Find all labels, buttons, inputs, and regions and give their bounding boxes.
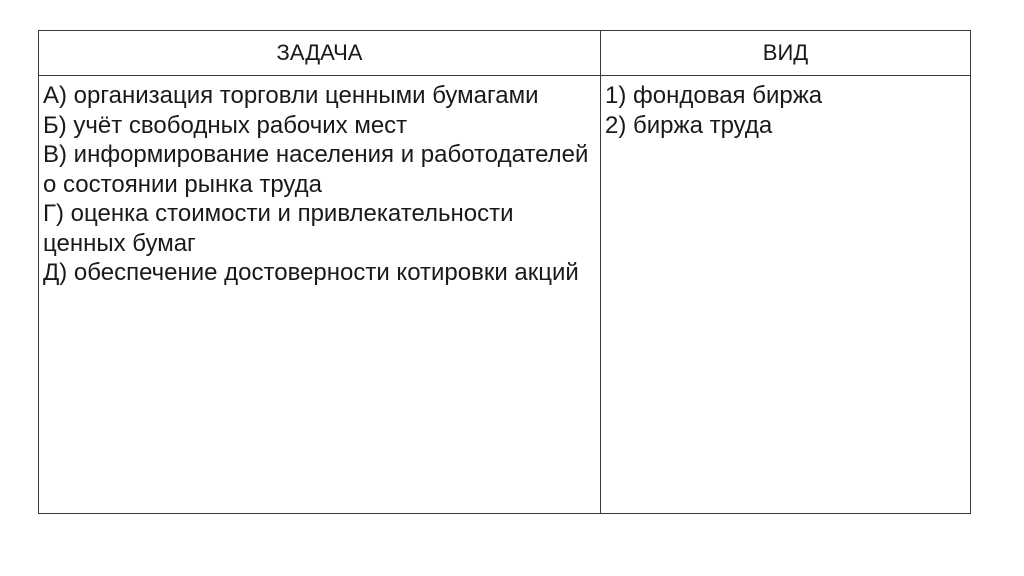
type-item-1: 1) фондовая биржа [605, 82, 823, 109]
task-item-g: Г) оценка стоимости и привлекательности ценных бумаг [43, 200, 514, 257]
content-row [39, 76, 971, 514]
header-task: ЗАДАЧА [39, 31, 601, 76]
task-item-a: А) организация торговли ценными бумагами [43, 82, 539, 109]
type-item-2: 2) биржа труда [605, 111, 773, 139]
header-type: ВИД [601, 31, 971, 76]
task-type-table [38, 30, 971, 514]
type-list-cell [601, 76, 971, 514]
task-item-v: В) информирование населения и работодателей [43, 141, 589, 168]
header-row [39, 31, 971, 76]
task-list-cell [39, 76, 601, 514]
task-item-b: Б) учёт свободных рабочих мест [43, 111, 408, 139]
task-item-d: Д) обеспечение достоверности котировки акций [43, 259, 579, 286]
task-item-v-continued: о состоянии рынка труда [43, 170, 322, 198]
